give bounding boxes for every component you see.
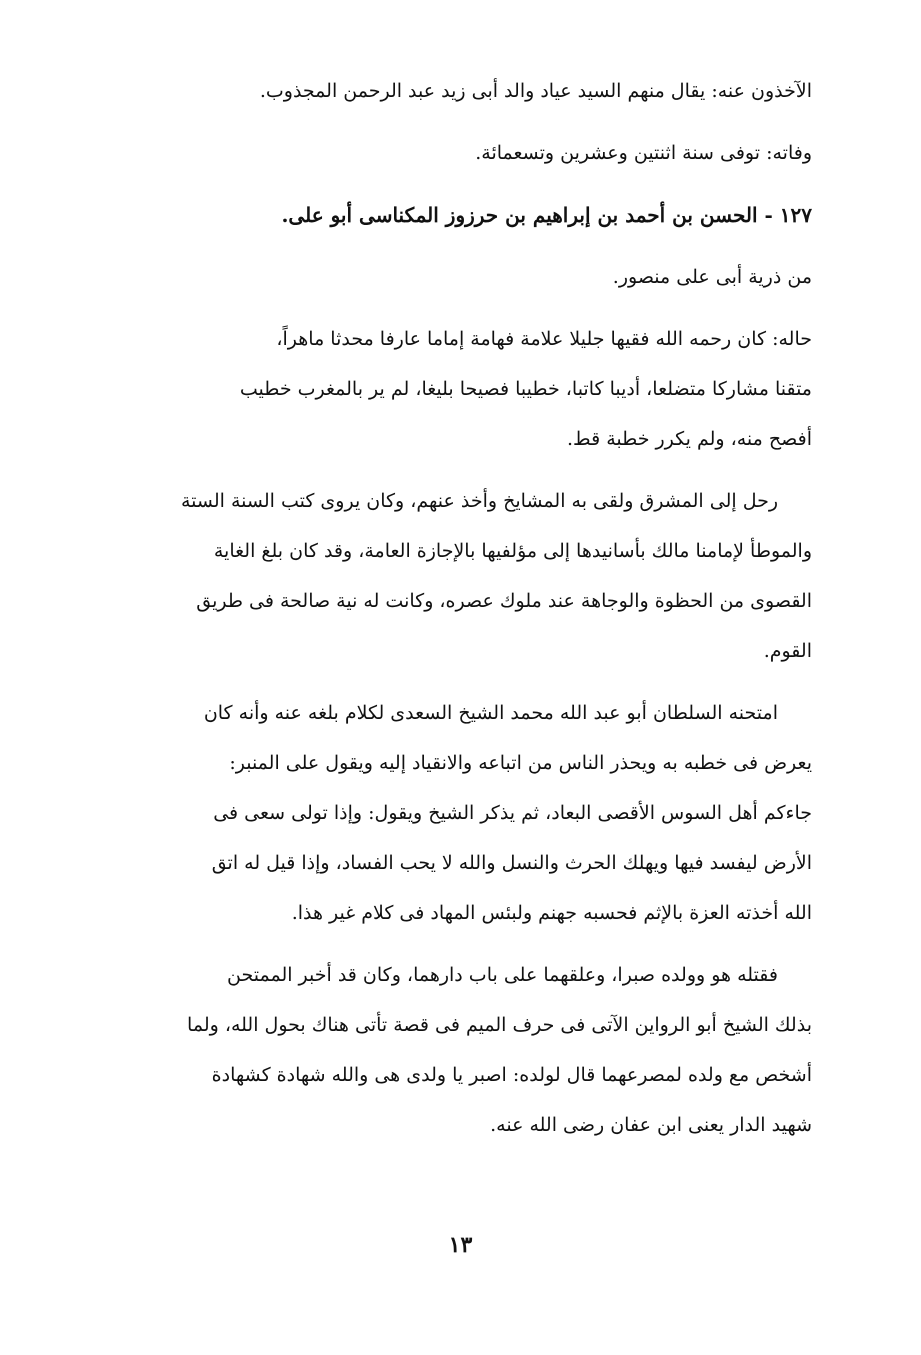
text-line: من ذرية أبى على منصور. [612, 266, 812, 288]
text-line: الآخذون عنه: يقال منهم السيد عياد والد أبى زيد عبد الرحمن المجذوب. [259, 80, 812, 102]
document-body [72, 66, 812, 1162]
text-line: أشخص مع ولده لمصرعهما قال لولده: اصبر يا ولدى هى والله شهادة كشهادة [211, 1064, 812, 1086]
text-line: متقنا مشاركا متضلعا، أديبا كاتبا، خطيبا فصيحا بليغا، لم ير بالمغرب خطيب [239, 378, 812, 400]
paragraph-lineage [72, 252, 812, 302]
text-line: حاله: كان رحمه الله فقيها جليلا علامة فهامة إماما عارفا محدثا ماهراً، [276, 328, 812, 350]
text-line: رحل إلى المشرق ولقى به المشايخ وأخذ عنهم، وكان يروى كتب السنة الستة [180, 490, 778, 512]
text-line: بذلك الشيخ أبو الرواين الآتى فى حرف الميم فى قصة تأتى هناك بحول الله، ولما [187, 1014, 812, 1036]
paragraph-wafatuh [72, 128, 812, 178]
paragraph-rihla [72, 476, 812, 676]
text-line: يعرض فى خطبه به ويحذر الناس من اتباعه والانقياد إليه ويقول على المنبر: [229, 752, 812, 774]
text-line: القصوى من الحظوة والوجاهة عند ملوك عصره، وكانت له نية صالحة فى طريق [196, 590, 812, 612]
text-line: امتحنه السلطان أبو عبد الله محمد الشيخ السعدى لكلام بلغه عنه وأنه كان [203, 702, 778, 724]
text-line: الأرض ليفسد فيها ويهلك الحرث والنسل والله لا يحب الفساد، وإذا قيل له اتق [211, 852, 812, 874]
text-line: وفاته: توفى سنة اثنتين وعشرين وتسعمائة. [475, 142, 812, 164]
text-line: شهيد الدار يعنى ابن عفان رضى الله عنه. [490, 1114, 812, 1136]
text-line: الله أخذته العزة بالإثم فحسبه جهنم ولبئس المهاد فى كلام غير هذا. [291, 902, 812, 924]
paragraph-qatl [72, 950, 812, 1150]
text-line: فقتله هو وولده صبرا، وعلقهما على باب دارهما، وكان قد أخبر الممتحن [227, 964, 778, 986]
text-line: أفصح منه، ولم يكرر خطبة قط. [567, 428, 812, 450]
paragraph-akhidhun [72, 66, 812, 116]
text-line: جاءكم أهل السوس الأقصى البعاد، ثم يذكر الشيخ ويقول: وإذا تولى سعى فى [213, 802, 812, 824]
page-number: ١٣ [448, 1232, 473, 1258]
text-line: والموطأ لإمامنا مالك بأسانيدها إلى مؤلفيها بالإجازة العامة، وقد كان بلغ الغاية [213, 540, 812, 562]
text-line: القوم. [763, 640, 812, 662]
paragraph-haluhu [72, 314, 812, 464]
entry-heading: ١٢٧ - الحسن بن أحمد بن إبراهيم بن حرزوز المكناسى أبو على. [281, 203, 812, 227]
paragraph-imtihan [72, 688, 812, 938]
